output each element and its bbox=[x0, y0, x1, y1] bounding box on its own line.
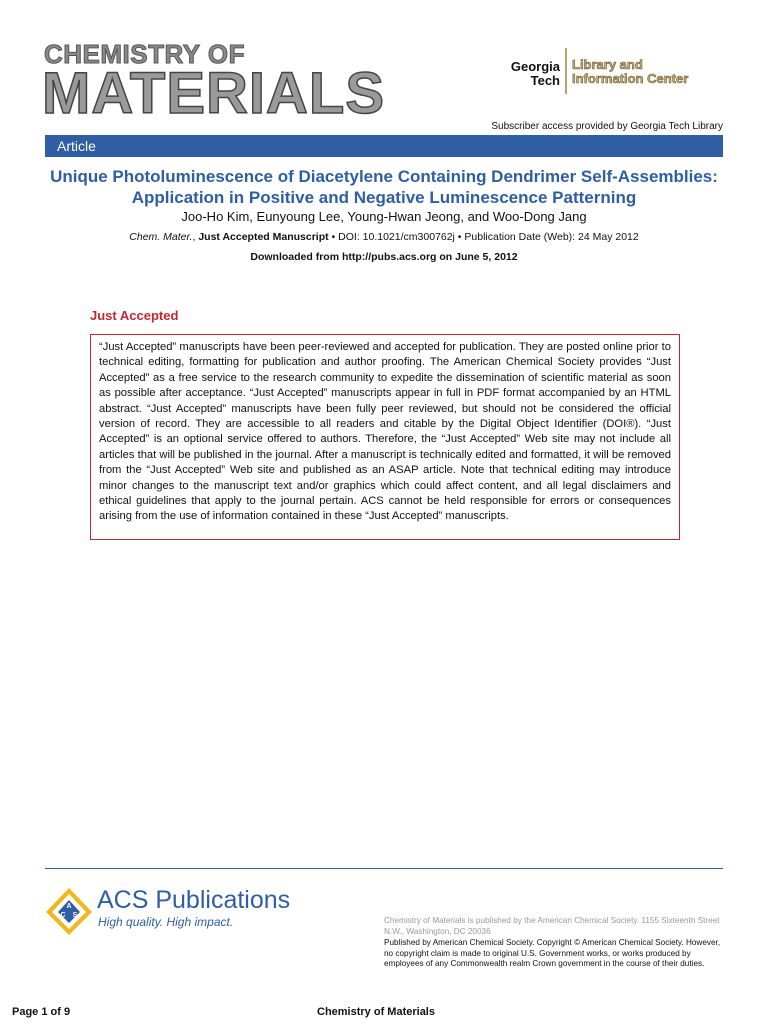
georgia-tech-logo bbox=[490, 60, 560, 88]
article-type-bar bbox=[45, 135, 723, 157]
article-title: Unique Photoluminescence of Diacetylene Containing Dendrimer Self-Assemblies: Application in Positive and Negative Luminescence Patterning bbox=[50, 167, 718, 207]
citation-journal: Chem. Mater. bbox=[129, 231, 193, 243]
library-line1: Library and bbox=[572, 57, 643, 72]
footer-divider bbox=[45, 868, 723, 869]
download-note: Downloaded from http://pubs.acs.org on June 5, 2012 bbox=[250, 251, 518, 263]
article-citation bbox=[44, 231, 724, 243]
acs-emblem-icon bbox=[44, 886, 94, 936]
just-accepted-heading: Just Accepted bbox=[90, 308, 179, 323]
journal-logo-line2: MATERIALS bbox=[42, 61, 386, 126]
library-center-logo bbox=[572, 58, 688, 86]
georgia-tech-name-line2: Tech bbox=[530, 73, 560, 88]
library-line2: Information Center bbox=[572, 71, 689, 86]
citation-doi-date: • DOI: 10.1021/cm300762j • Publication Date (Web): 24 May 2012 bbox=[328, 231, 639, 243]
just-accepted-notice-box bbox=[90, 334, 680, 540]
acs-publications-logo-text: ACS Publications bbox=[97, 886, 291, 914]
acs-tagline: High quality. High impact. bbox=[98, 915, 234, 929]
acs-emblem-letter-a: A bbox=[66, 903, 72, 910]
article-authors: Joo-Ho Kim, Eunyoung Lee, Young-Hwan Jeong, and Woo-Dong Jang bbox=[181, 209, 587, 224]
footer-journal-name: Chemistry of Materials bbox=[317, 1006, 435, 1018]
acs-emblem-letter-c: C bbox=[60, 912, 66, 919]
publisher-note: Chemistry of Materials is published by the American Chemical Society. 1155 Sixteenth Street N.W., Washington, DC 20036 bbox=[384, 916, 720, 936]
subscriber-access-note: Subscriber access provided by Georgia Tech Library bbox=[491, 121, 723, 132]
georgia-tech-name-line1: Georgia bbox=[510, 59, 560, 74]
journal-logo-line1: CHEMISTRY OF bbox=[44, 39, 246, 69]
copyright-note: Published by American Chemical Society. Copyright © American Chemical Society. However, no copyright claim is made to original U.S. Government works, or works produced by employees of any Commonwealth realm Crown government in the course of their duties. bbox=[384, 938, 721, 968]
citation-sep: , bbox=[192, 231, 199, 243]
page-number: Page 1 of 9 bbox=[12, 1006, 71, 1018]
article-type-label: Article bbox=[57, 138, 96, 154]
acs-emblem-letter-s: S bbox=[72, 912, 78, 919]
georgia-tech-divider bbox=[565, 48, 567, 94]
just-accepted-notice-text: “Just Accepted” manuscripts have been peer-reviewed and accepted for publication. They are posted online prior to technical editing, formatting for publication and author proofing. The American Chemical Society provides “Just Accepted” as a free service to the research community to expedite the dissemination of scientific material as soon as possible after acceptance. “Just Accepted” manuscripts appear in full in PDF format accompanied by an HTML abstract. “Just Accepted” manuscripts have been fully peer reviewed, but should not be considered the official version of record. They are accessible to all readers and citable by the Digital Object Identifier (DOI®). “Just Accepted” is an optional service offered to authors. Therefore, the “Just Accepted” Web site may not include all articles that will be published in the journal. After a manuscript is technically edited and formatted, it will be removed from the “Just Accepted” Web site and published as an ASAP article. Note that technical editing may introduce minor changes to the manuscript text and/or graphics which could affect content, and all legal disclaimers and ethical guidelines that apply to the journal pertain. ACS cannot be held responsible for errors or consequences arising from the use of information contained in these “Just Accepted” manuscripts. bbox=[99, 341, 671, 523]
citation-status: Just Accepted Manuscript bbox=[198, 231, 329, 243]
